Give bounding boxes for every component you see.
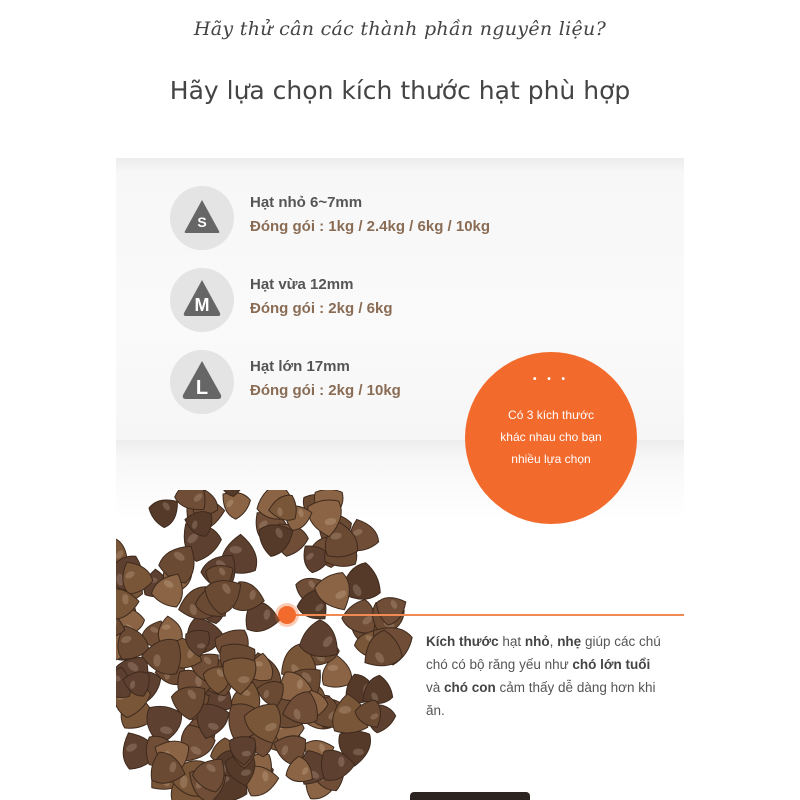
size-packaging: Đóng gói : 2kg / 10kg [250,382,401,399]
next-section-edge [410,792,530,800]
size-option-small [170,186,590,250]
triangle-icon [182,278,222,318]
size-badge-m [170,268,234,332]
size-packaging: Đóng gói : 1kg / 2.4kg / 6kg / 10kg [250,218,491,235]
kibble-pile-image [116,490,416,800]
svg-text:M: M [194,295,210,315]
svg-text:S: S [197,214,207,230]
size-option-medium [170,268,590,332]
size-badge-s [170,186,234,250]
tagline: Hãy thử cân các thành phần nguyên liệu? [193,18,607,40]
size-packaging: Đóng gói : 2kg / 6kg [250,300,393,317]
callout-circle [465,352,637,524]
size-title: Hạt lớn 17mm [250,358,350,375]
callout-dots: • • • [532,374,570,385]
size-title: Hạt vừa 12mm [250,276,354,293]
size-title: Hạt nhỏ 6~7mm [250,194,363,211]
callout-marker [278,606,296,624]
page-title: Hãy lựa chọn kích thước hạt phù hợp [169,76,631,105]
triangle-icon [182,196,222,236]
size-description: Kích thước hạt nhỏ, nhẹ giúp các chú chó có bộ răng yếu như chó lớn tuổi và chó con cảm thấy dễ dàng hơn khi ăn. [426,634,661,718]
callout-text: Có 3 kích thước khác nhau cho bạn nhiều lựa chọn [500,408,602,466]
triangle-icon [182,360,222,400]
callout-line [290,614,684,616]
svg-text:L: L [195,377,209,399]
size-badge-l [170,350,234,414]
